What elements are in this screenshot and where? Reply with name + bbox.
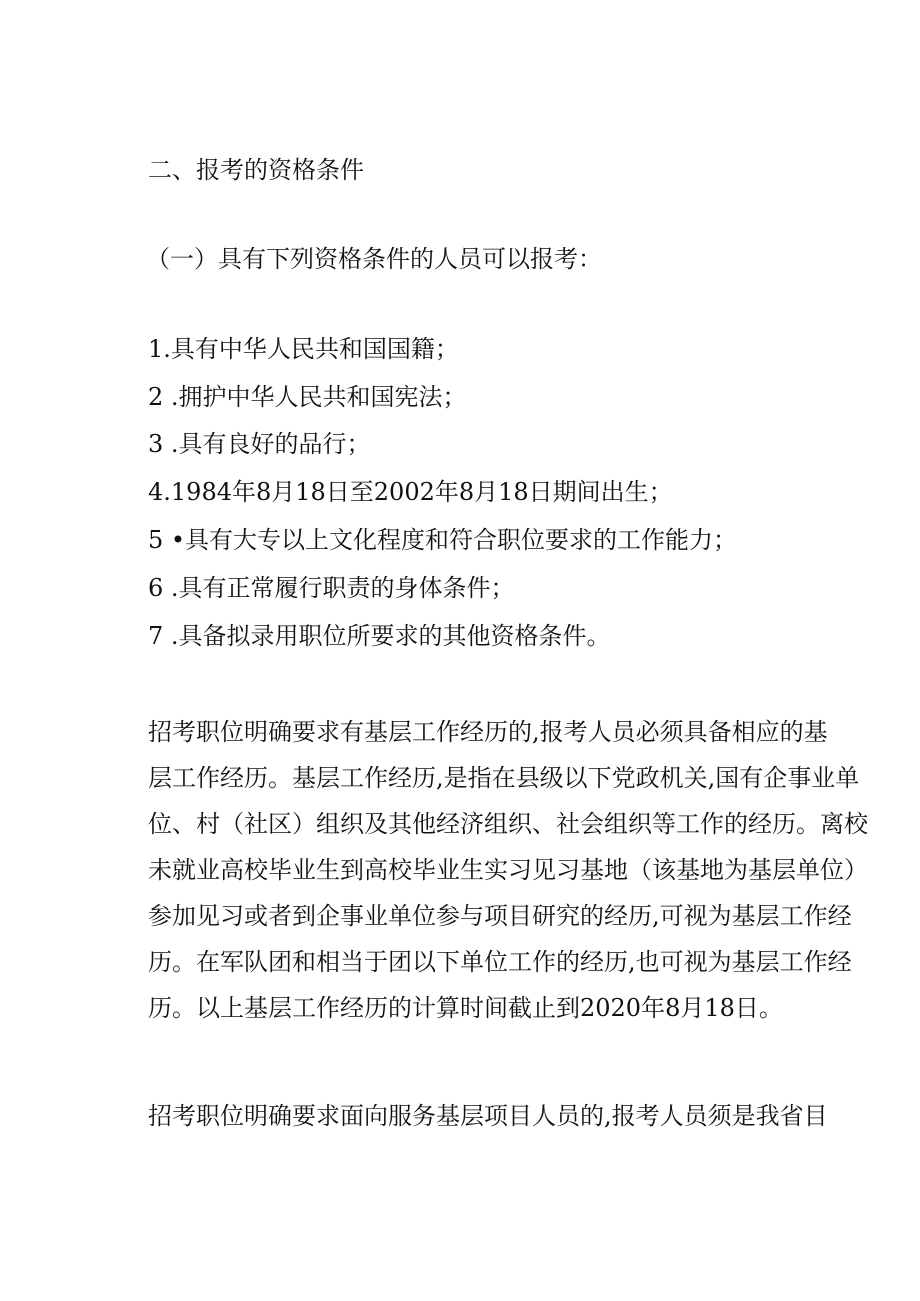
body-paragraph bbox=[148, 1093, 828, 1139]
body-paragraph bbox=[148, 709, 868, 1031]
condition-item: 5 •具有大专以上文化程度和符合职位要求的工作能力； bbox=[148, 526, 738, 554]
paragraph-line: 招考职位明确要求面向服务基层项目人员的,报考人员须是我省目 bbox=[148, 1102, 828, 1130]
paragraph-line: 层工作经历。基层工作经历,是指在县级以下党政机关,国有企事业单 bbox=[148, 764, 860, 792]
paragraph-line: 招考职位明确要求有基层工作经历的,报考人员必须具备相应的基 bbox=[148, 718, 828, 746]
section-heading: 二、报考的资格条件 bbox=[148, 156, 364, 184]
condition-item: 1.具有中华人民共和国国籍； bbox=[148, 335, 459, 363]
paragraph-line: 历。以上基层工作经历的计算时间截止到2020年8月18日。 bbox=[148, 994, 783, 1022]
condition-item: 3 .具有良好的品行； bbox=[148, 430, 371, 458]
subsection-heading: （一）具有下列资格条件的人员可以报考： bbox=[146, 245, 602, 273]
paragraph-line: 未就业高校毕业生到高校毕业生实习见习基地（该基地为基层单位） bbox=[148, 856, 868, 884]
paragraph-line: 位、村（社区）组织及其他经济组织、社会组织等工作的经历。离校 bbox=[148, 810, 868, 838]
paragraph-line: 历。在军队团和相当于团以下单位工作的经历,也可视为基层工作经 bbox=[148, 948, 852, 976]
condition-item: 2 .拥护中华人民共和国宪法； bbox=[148, 383, 467, 411]
condition-item: 4.1984年8月18日至2002年8月18日期间出生； bbox=[148, 478, 673, 506]
paragraph-line: 参加见习或者到企事业单位参与项目研究的经历,可视为基层工作经 bbox=[148, 902, 852, 930]
condition-item: 6 .具有正常履行职责的身体条件； bbox=[148, 574, 515, 602]
condition-item: 7 .具备拟录用职位所要求的其他资格条件。 bbox=[148, 622, 611, 650]
